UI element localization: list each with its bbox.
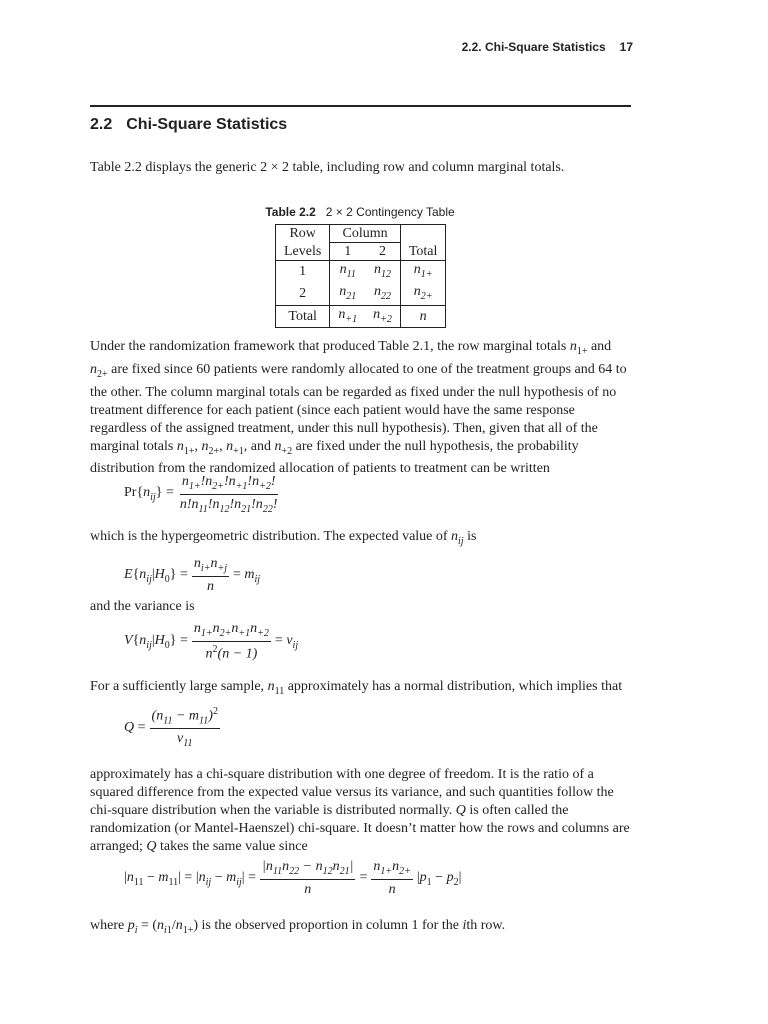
section-rule [90, 105, 631, 107]
paragraph-hypergeometric: which is the hypergeometric distribution. The expected value of $n_{ij}$ is [90, 529, 477, 547]
table-head-levels: Levels [276, 243, 330, 261]
table-cell: 2 [276, 283, 330, 305]
equation-q-statistic: Q = $\frac{(n_{11} - m_{11})^2}{v_{11}}$ [124, 706, 218, 750]
table-cell: $n_{+2}$ [365, 305, 400, 328]
paragraph-variance: and the variance is [90, 599, 195, 614]
table-head-column: Column [330, 225, 401, 243]
equation-absolute-difference: $|n_{11} - m_{11}| = |n_{ij} - m_{ij}|$ = $\frac{|n_{11}n_{22} - n_{12}n_{21}|}{n}$ = $\frac{n_{1+}n_{2+}}{n}$ $|p_1 - p_2|$ [124, 859, 462, 897]
table-cell: $n_{+1}$ [330, 305, 365, 328]
table-cell: $n_{2+}$ [400, 283, 446, 305]
table-caption-text: 2 × 2 Contingency Table [325, 205, 455, 219]
paragraph-proportion: where $p_i = (n_{i1}/n_{1+})$ is the observed proportion in column 1 for the ith row. [90, 918, 506, 936]
table-cell: $n_{22}$ [373, 283, 391, 302]
table-cell: $n_{1+}$ [400, 261, 446, 283]
contingency-table [275, 224, 446, 328]
page-number: 17 [619, 40, 633, 54]
table-caption [0, 205, 720, 219]
table-cell: $n_{11}$ [330, 261, 365, 283]
section-number: 2.2 [90, 116, 113, 133]
table-label: Table 2.2 [265, 205, 316, 219]
paragraph-randomization: Under the randomization framework that produced Table 2.1, the row marginal totals $n_{1+}$ and $n_{2+}$ are fixed since 60 patients were randomly allocated to one of the treatment groups and 64 to the other. The column marginal totals can be regarded as fixed under the null hypothesis of no treatment difference for each patient (since each patient would have the same response regardless of the assigned treatment, under this null hypothesis). Then, given that all of the marginal totals $n_{1+}$, $n_{2+}$, $n_{+1}$, and $n_{+2}$ are fixed under the null hypothesis, the probability distribution from the randomized allocation of patients to treatment can be written [90, 339, 627, 477]
section-heading [90, 116, 287, 134]
table-head-col1: 1 [330, 243, 365, 261]
table-cell: Total [276, 305, 330, 328]
paragraph-large-sample: For a sufficiently large sample, $n_{11}$ approximately has a normal distribution, which implies that [90, 679, 623, 697]
equation-expected-value: $E\{n_{ij}|H_0\}$ = $\frac{n_{i+}n_{+j}}{n}$ = $m_{ij}$ [124, 556, 261, 594]
table-head-total: Total [400, 243, 446, 261]
table-head-col2: 2 [378, 244, 386, 259]
paragraph-chi-square: approximately has a chi-square distribution with one degree of freedom. It is the ratio of a squared difference from the expected value versus its variance, and such quantities follow the chi-square distribution when the variable is distributed normally. Q is often called the randomization (or Mantel-Haenszel) chi-square. It doesn’t matter how the rows and columns are arranged; Q takes the same value since [90, 767, 630, 854]
running-head [440, 40, 633, 54]
table-cell: n [400, 305, 446, 328]
section-title: Chi-Square Statistics [126, 116, 288, 133]
table-head-row: Row [276, 225, 330, 243]
table-cell: 1 [276, 261, 330, 283]
paragraph-intro: Table 2.2 displays the generic 2 × 2 table, including row and column marginal totals. [90, 160, 565, 175]
running-head-title: 2.2. Chi-Square Statistics [461, 40, 606, 54]
table-cell: $n_{21}$ [330, 283, 365, 305]
table-cell: $n_{12}$ [365, 261, 400, 283]
equation-hypergeometric: $Pr\{n_{ij}\}$ = $\frac{n_{1+}!n_{2+}!n_{+1}!n_{+2}!}{n!n_{11}!n_{12}!n_{21}!n_{22}!}$ [124, 474, 278, 515]
equation-variance: $V\{n_{ij}|H_0\}$ = $\frac{n_{1+}n_{2+}n_{+1}n_{+2}}{n^2(n - 1)}$ = $v_{ij}$ [124, 621, 299, 662]
